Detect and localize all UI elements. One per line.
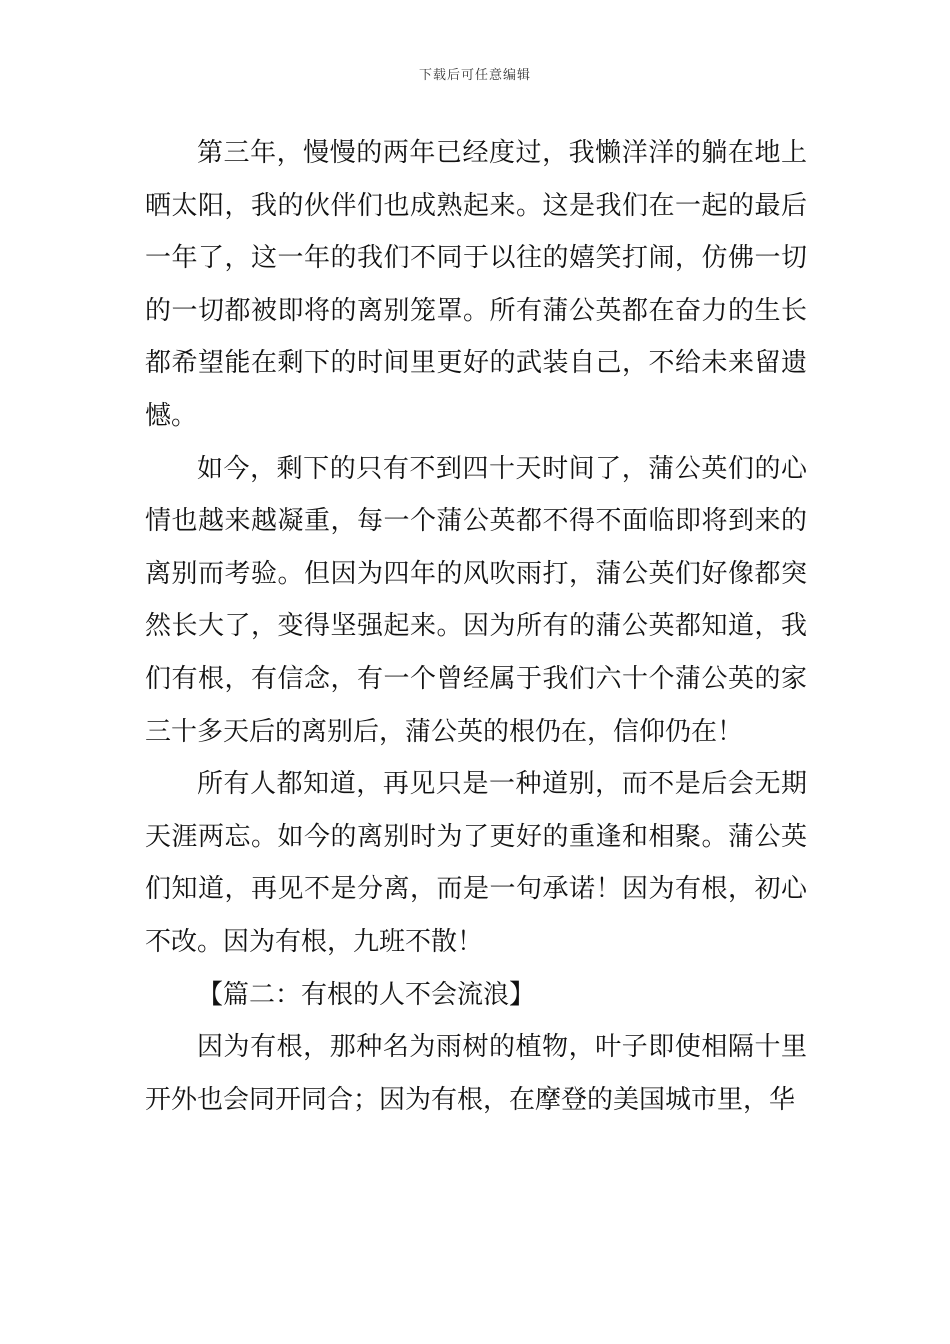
document-body xyxy=(145,127,807,1126)
section-heading: 【篇二：有根的人不会流浪】 xyxy=(197,979,536,1010)
page-header: 下载后可任意编辑 xyxy=(418,68,531,83)
paragraph-2: 如今，剩下的只有不到四十天时间了，蒲公英们的心情也越来越凝重，每一个蒲公英都不得不面临即将到来的离别而考验。但因为四年的风吹雨打，蒲公英们好像都突然长大了，变得坚强起来。因为所有的蒲公英都知道，我们有根，有信念，有一个曾经属于我们六十个蒲公英的家三十多天后的离别后，蒲公英的根仍在，信仰仍在！ xyxy=(145,453,807,747)
paragraph-4: 因为有根，那种名为雨树的植物，叶子即使相隔十里开外也会同开同合；因为有根，在摩登的美国城市里，华 xyxy=(145,1032,807,1115)
paragraph-3: 所有人都知道，再见只是一种道别，而不是后会无期天涯两忘。如今的离别时为了更好的重逢和相聚。蒲公英们知道，再见不是分离，而是一句承诺！因为有根，初心不改。因为有根，九班不散！ xyxy=(145,769,807,957)
paragraph-1: 第三年，慢慢的两年已经度过，我懒洋洋的躺在地上晒太阳，我的伙伴们也成熟起来。这是我们在一起的最后一年了，这一年的我们不同于以往的嬉笑打闹，仿佛一切的一切都被即将的离别笼罩。所有蒲公英都在奋力的生长都希望能在剩下的时间里更好的武装自己，不给未来留遗憾。 xyxy=(145,138,807,431)
